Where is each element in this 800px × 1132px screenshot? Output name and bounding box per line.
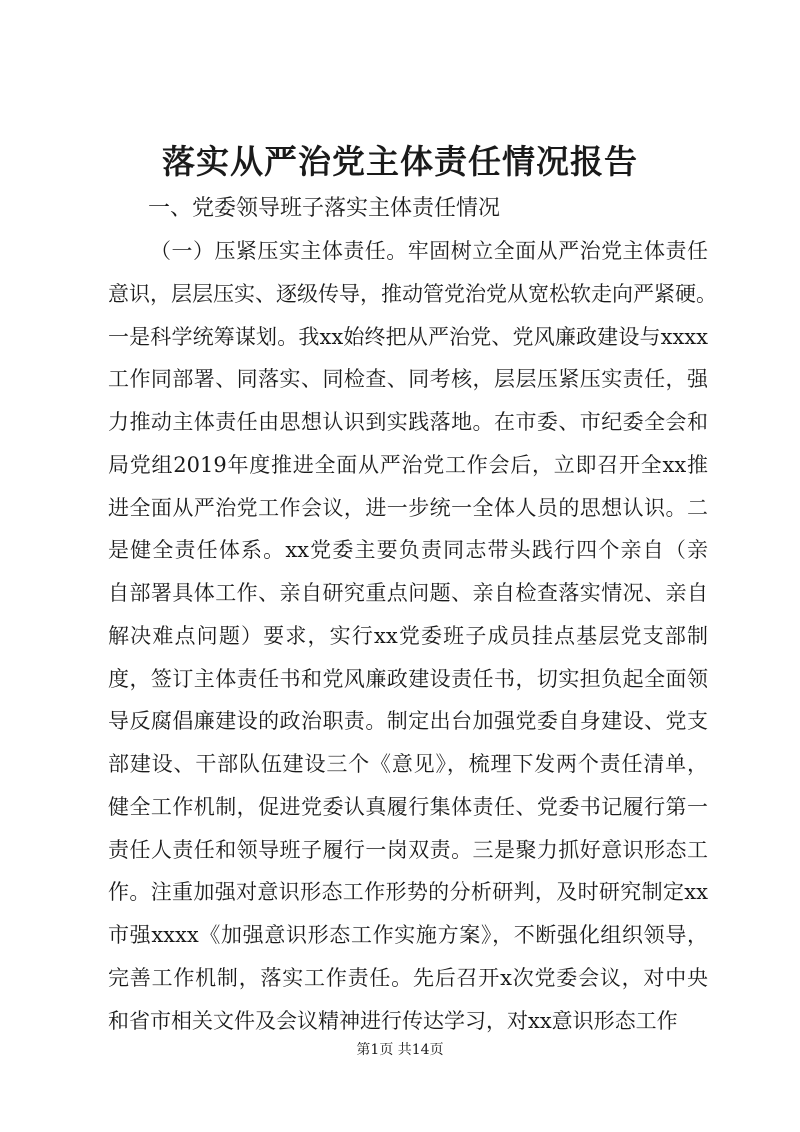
- paragraph-line: （一）压紧压实主体责任。牢固树立全面从严治党主体责任: [150, 239, 708, 263]
- paragraph-line: 部建设、干部队伍建设三个《意见》，梳理下发两个责任清单，: [108, 752, 708, 776]
- document-title: 落实从严治党主体责任情况报告: [162, 142, 638, 181]
- paragraph-line: 作。注重加强对意识形态工作形势的分析研判，及时研究制定xx: [108, 880, 708, 905]
- paragraph-line: 健全工作机制，促进党委认真履行集体责任、党委书记履行第一: [108, 794, 708, 819]
- paragraph-line: 市强xxxx《加强意识形态工作实施方案》，不断强化组织领导，: [108, 923, 708, 947]
- paragraph-line: 力推动主体责任由思想认识到实践落地。在市委、市纪委全会和: [108, 410, 708, 434]
- paragraph-line: 和省市相关文件及会议精神进行传达学习，对xx意识形态工作: [108, 1008, 678, 1033]
- paragraph-line: 局党组2019年度推进全面从严治党工作会后，立即召开全xx推: [108, 452, 708, 477]
- section-heading: 一、党委领导班子落实主体责任情况: [148, 196, 501, 221]
- paragraph-line: 度，签订主体责任书和党风廉政建设责任书，切实担负起全面领: [108, 666, 708, 691]
- paragraph-line: 一是科学统筹谋划。我xx始终把从严治党、党风廉政建设与xxxx: [108, 324, 708, 349]
- paragraph-line: 责任人责任和领导班子履行一岗双责。三是聚力抓好意识形态工: [108, 837, 708, 862]
- page-number-footer: 第1页 共14页: [356, 1042, 444, 1058]
- paragraph-line: 完善工作机制，落实工作责任。先后召开x次党委会议，对中央: [108, 965, 708, 990]
- paragraph-line: 意识，层层压实、逐级传导，推动管党治党从宽松软走向严紧硬。: [108, 281, 717, 306]
- paragraph-line: 进全面从严治党工作会议，进一步统一全体人员的思想认识。二: [108, 495, 708, 520]
- paragraph-line: 解决难点问题）要求，实行xx党委班子成员挂点基层党支部制: [108, 623, 708, 648]
- paragraph-line: 是健全责任体系。xx党委主要负责同志带头践行四个亲自（亲: [108, 538, 708, 563]
- paragraph-line: 导反腐倡廉建设的政治职责。制定出台加强党委自身建设、党支: [108, 709, 708, 734]
- paragraph-line: 自部署具体工作、亲自研究重点问题、亲自检查落实情况、亲自: [108, 581, 708, 605]
- paragraph-line: 工作同部署、同落实、同检查、同考核，层层压紧压实责任，强: [108, 367, 708, 392]
- body-paragraph: [108, 230, 717, 1042]
